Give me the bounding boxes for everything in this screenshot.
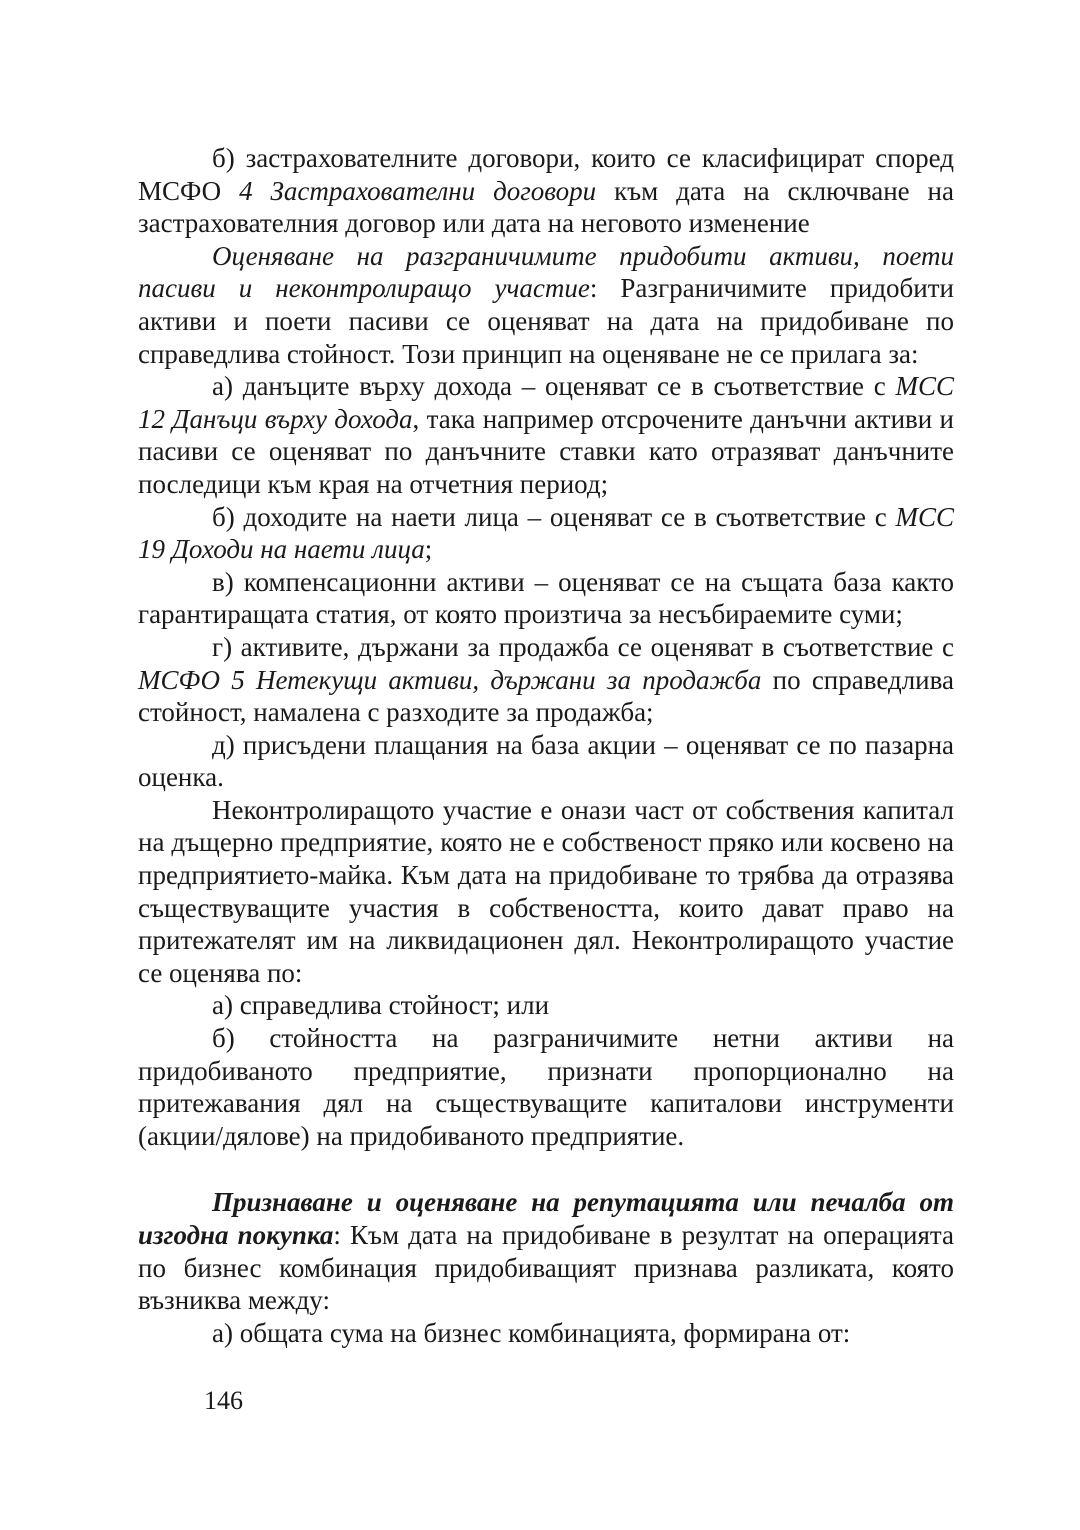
text-segment: Неконтролиращото участие е онази част от собствения капитал на дъщерно предприятие, която не е собственост пряко или косвено на предприятието-майка. Към дата на придобиване то трябва да отразява съществуващите участия в собствеността, които дават право на притежателят им на ликвидационен дял. Неконтролиращото участие се оценява по: [138, 794, 954, 988]
text-segment: : Разграничимите придобити активи и поети пасиви се оценяват на дата на придобиване по справедлива стойност. Този принцип на оценяване не се прилага за: [138, 273, 954, 369]
goodwill-heading-paragraph [138, 1186, 954, 1316]
item-a-income-taxes [138, 370, 954, 500]
text-segment: в) компенсационни активи – оценяват се на същата база както гарантиращата статия, от която произтича за несъбираемите суми; [138, 566, 954, 630]
text-segment: по справедлива стойност, намалена с разходите за продажба; [138, 664, 954, 728]
text-segment: б) застрахователните договори, които се класифицират според МСФО [138, 143, 954, 206]
text-segment: а) данъците върху дохода – оценяват се в съответствие с [212, 371, 896, 402]
item-d-share-based-payments [138, 729, 954, 794]
text-segment: б) доходите на наети лица – оценяват се в съответствие с [212, 501, 896, 532]
goodwill-item-a [138, 1317, 954, 1350]
text-segment: МСФО 5 Нетекущи активи, държани за продажба [138, 664, 762, 695]
item-g-held-for-sale [138, 631, 954, 729]
text-segment: МСС 12 Данъци върху дохода [138, 371, 954, 434]
item-b-employee-benefits [138, 501, 954, 566]
item-v-indemnification-assets [138, 566, 954, 631]
body-text [138, 142, 954, 1349]
text-segment: : Към дата на придобиване в резултат на операцията по бизнес комбинация придобиващият признава разликата, която възниква между: [138, 1220, 954, 1316]
nci-option-a [138, 989, 954, 1022]
text-segment: г) активите, държани за продажба се оценяват в съответствие с [212, 631, 954, 662]
nci-option-b [138, 1022, 954, 1152]
text-segment: д) присъдени плащания на база акции – оценяват се по пазарна оценка. [138, 729, 954, 793]
nci-definition-paragraph [138, 794, 954, 990]
text-segment: а) справедлива стойност; или [212, 990, 550, 1021]
text-segment: към дата на сключване на застрахователния договор или дата на неговото изменение [138, 175, 954, 239]
text-segment: Признаване и оценяване на репутацията или печалба от изгодна покупка [138, 1187, 954, 1250]
paragraph-gap [138, 1152, 954, 1186]
page-number: 146 [204, 1386, 243, 1415]
measurement-heading-paragraph [138, 240, 954, 370]
text-segment: , така например отсрочените данъчни активи и пасиви се оценяват по данъчните ставки като отразяват данъчните последици към края на отчетния период; [138, 403, 954, 499]
text-segment: Оценяване на разграничимите придобити активи, поети пасиви и неконтролиращо участие [138, 240, 954, 304]
text-segment: МСС 19 Доходи на наети лица [138, 501, 954, 565]
text-segment: б) стойността на разграничимите нетни активи на придобиваното предприятие, признати пропорционално на притежавания дял на съществуващите капиталови инструменти (акции/дялове) на придобиваното предприятие. [138, 1023, 954, 1151]
text-segment: 4 Застрахователни договори [239, 175, 597, 206]
item-b-insurance [138, 142, 954, 240]
text-segment: ; [424, 534, 433, 565]
text-segment: а) общата сума на бизнес комбинацията, формирана от: [212, 1317, 851, 1348]
